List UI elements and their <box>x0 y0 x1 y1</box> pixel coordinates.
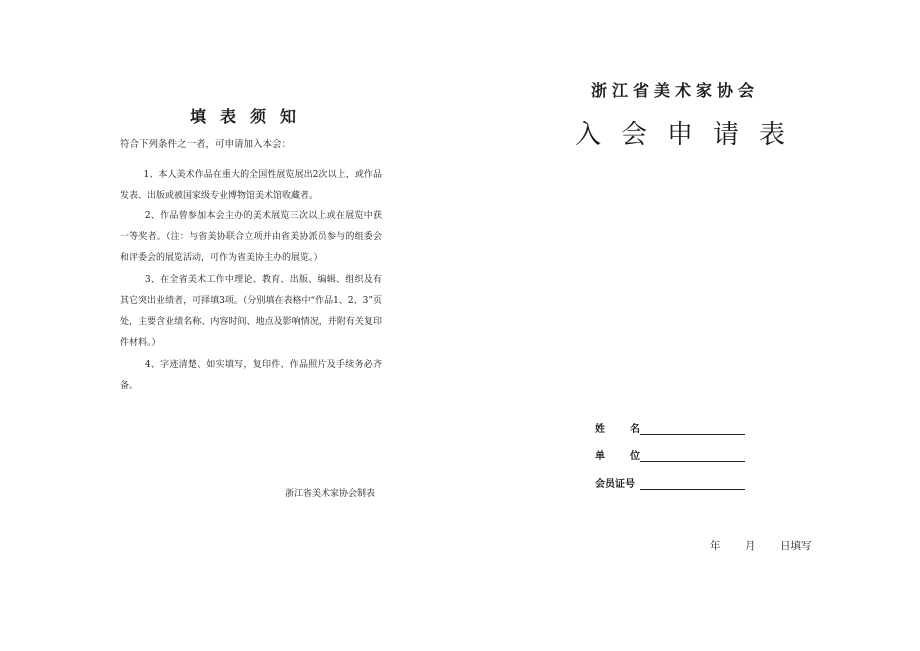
notice-item-4: 4、字迹清楚、如实填写，复印件、作品照片及手续务必齐备。 <box>120 360 382 391</box>
member-id-underline[interactable] <box>640 479 745 490</box>
member-id-field <box>595 475 745 490</box>
unit-label <box>595 447 640 462</box>
name-label-b: 名 <box>630 424 640 435</box>
org-title: 浙江省美术家协会 <box>590 81 759 100</box>
unit-field <box>595 447 745 462</box>
fill-date <box>710 538 812 553</box>
member-id-label: 会员证号 <box>595 479 635 490</box>
unit-label-b: 位 <box>630 451 640 462</box>
name-field <box>595 420 745 435</box>
unit-label-a: 单 <box>595 451 605 462</box>
date-month: 月 <box>745 540 756 552</box>
form-title: 入会申请表 <box>574 120 805 150</box>
notice-title: 填表须知 <box>189 107 310 126</box>
unit-underline[interactable] <box>640 451 745 462</box>
notice-item-2: 2、作品曾参加本会主办的美术展览三次以上或在展览中获一等奖者。（注：与省美协联合立项并由省美协派员参与的组委会和评委会的展览活动，可作为省美协主办的展览。） <box>120 211 382 263</box>
name-underline[interactable] <box>640 424 745 435</box>
date-day: 日填写 <box>780 540 812 552</box>
name-label <box>595 420 640 435</box>
name-label-a: 姓 <box>595 424 605 435</box>
notice-item-3: 3、在全省美术工作中理论、教育、出版、编辑、组织及有其它突出业绩者，可择填3项。（分别填在表格中“作品1、2、3”页处，主要含业绩名称、内容时间、地点及影响情况，并附有关复印件材料。） <box>120 275 382 348</box>
form-maker: 浙江省美术家协会制表 <box>285 489 376 499</box>
notice-intro: 符合下列条件之一者，可申请加入本会： <box>120 139 292 150</box>
notice-item-1: 1、本人美术作品在重大的全国性展览展出2次以上，或作品发表、出版或被国家级专业博物馆美术馆收藏者。 <box>120 170 382 201</box>
date-year: 年 <box>710 540 721 552</box>
